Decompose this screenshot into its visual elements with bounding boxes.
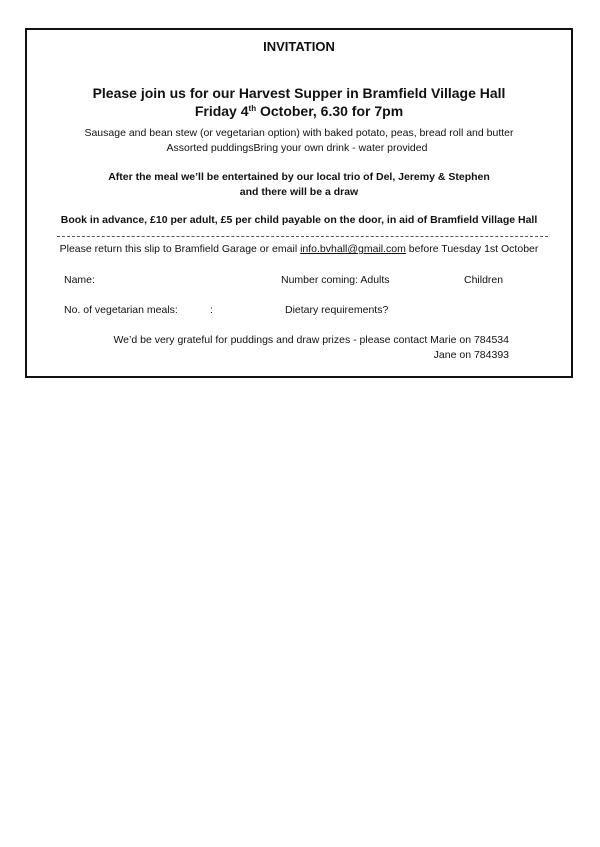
field-label-adults: Number coming: Adults bbox=[281, 274, 390, 286]
field-label-name: Name: bbox=[64, 274, 95, 286]
email-link[interactable]: info.bvhall@gmail.com bbox=[300, 243, 406, 255]
field-label-vegetarian: No. of vegetarian meals: bbox=[64, 304, 178, 316]
entertainment-line-1: After the meal we’ll be entertained by our local trio of Del, Jeremy & Stephen bbox=[108, 171, 490, 183]
headline-event: Please join us for our Harvest Supper in Bramfield Village Hall bbox=[92, 85, 506, 101]
menu-row-2 bbox=[25, 143, 569, 154]
date-rest: October, 6.30 for 7pm bbox=[256, 103, 404, 119]
invitation-title: INVITATION bbox=[263, 39, 335, 54]
field-label-children: Children bbox=[464, 274, 504, 286]
menu-drinks: Bring your own drink - water provided bbox=[253, 142, 428, 154]
field-label-dietary: Dietary requirements? bbox=[285, 304, 389, 316]
entertainment-line-2: and there will be a draw bbox=[239, 186, 359, 198]
tear-off-divider bbox=[57, 236, 548, 237]
menu-puddings: Assorted puddings bbox=[166, 142, 254, 154]
booking-info: Book in advance, £10 per adult, £5 per child payable on the door, in aid of Bramfield Village Hall bbox=[60, 214, 538, 226]
headline-date bbox=[27, 104, 571, 118]
return-slip-instructions bbox=[27, 244, 571, 255]
contact-line-jane: Jane on 784393 bbox=[433, 349, 509, 361]
field-vegetarian-colon: : bbox=[210, 304, 213, 316]
date-superscript: th bbox=[248, 104, 257, 113]
invitation-box bbox=[25, 28, 573, 378]
menu-main-course: Sausage and bean stew (or vegetarian option) with baked potato, peas, bread roll and butter bbox=[84, 127, 514, 139]
contact-line-marie: We’d be very grateful for puddings and draw prizes - please contact Marie on 784534 bbox=[113, 334, 509, 346]
return-prefix: Please return this slip to Bramfield Garage or email bbox=[59, 243, 301, 255]
date-prefix: Friday 4 bbox=[194, 103, 249, 119]
return-suffix: before Tuesday 1st October bbox=[405, 243, 539, 255]
